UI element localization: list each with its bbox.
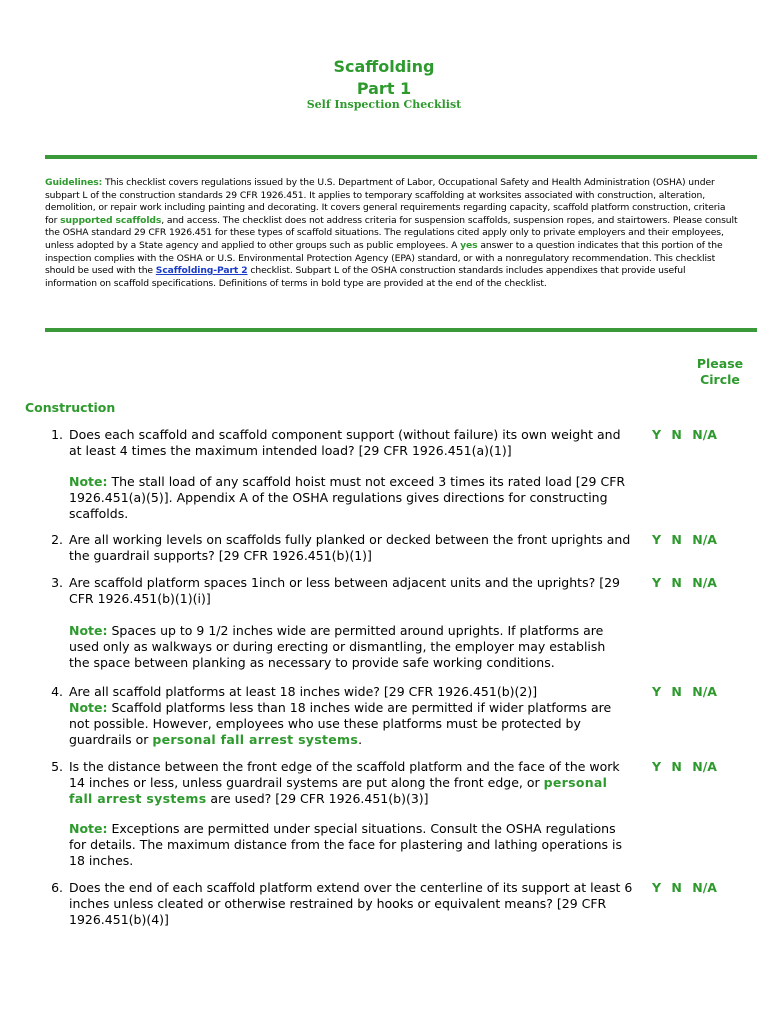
page-title: Scaffolding	[333, 57, 435, 76]
answer-yes[interactable]: Y	[652, 684, 662, 699]
answer-na[interactable]: N/A	[692, 532, 717, 547]
item-4-note	[69, 700, 629, 748]
note-label: Note:	[69, 821, 108, 836]
item-5-note	[69, 821, 629, 869]
answer-options-6	[652, 880, 717, 895]
section-heading: Construction	[25, 400, 116, 415]
answer-yes[interactable]: Y	[652, 427, 662, 442]
answer-yes[interactable]: Y	[652, 759, 662, 774]
answer-na[interactable]: N/A	[692, 759, 717, 774]
note-text-end: .	[358, 732, 363, 747]
answer-options-5	[652, 759, 717, 774]
answer-na[interactable]: N/A	[692, 880, 717, 895]
note-text: The stall load of any scaffold hoist must not exceed 3 times its rated load [29 CFR 1926.451(a)(5)]. Appendix A of the OSHA regulations gives directions for constructing scaffolds.	[69, 474, 626, 521]
answer-no[interactable]: N	[671, 880, 682, 895]
answer-yes[interactable]: Y	[652, 532, 662, 547]
guidelines-paragraph	[45, 177, 740, 290]
item-question	[69, 759, 635, 807]
term-personal-fall-arrest[interactable]: personal fall arrest systems	[152, 732, 359, 747]
item-question: Are all working levels on scaffolds fully planked or decked between the front uprights and the guardrail supports? [29 CFR 1926.451(b)(1)]	[69, 532, 631, 563]
guidelines-text-1: This checklist covers regulations issued by the U.S. Department of Labor, Occupational Safety and Health Administration (OSHA) under subpart L of the construction standards 29 CFR 1926.451. It applies to temporary scaffolding at worksites associated with construction, alteration, demolition, or repair work including painting and decorating. It covers general requirements regarding capacity, scaffold platform construction, criteria for	[45, 177, 726, 226]
item-number: 5.	[51, 759, 63, 774]
item-1-note	[69, 474, 629, 522]
page-tagline: Self Inspection Checklist	[306, 98, 462, 111]
item-3-note	[69, 623, 629, 671]
answer-yes[interactable]: Y	[652, 880, 662, 895]
item-number: 4.	[51, 684, 63, 699]
item-question-part-2: are used? [29 CFR 1926.451(b)(3)]	[206, 791, 429, 806]
answer-yes[interactable]: Y	[652, 575, 662, 590]
item-number: 1.	[51, 427, 63, 442]
item-question: Does the end of each scaffold platform extend over the centerline of its support at least 6 inches unless cleated or otherwise restrained by hooks or equivalent means? [29 CFR 1926.451(b)(4)]	[69, 880, 633, 927]
item-question-part-1: Is the distance between the front edge of the scaffold platform and the face of the work 14 inches or less, unless guardrail systems are put along the front edge, or	[69, 759, 620, 790]
note-text: Scaffold platforms less than 18 inches wide are permitted if wider platforms are not possible. However, employees who use these platforms must be protected by guardrails or	[69, 700, 612, 747]
note-text: Spaces up to 9 1/2 inches wide are permitted around uprights. If platforms are used only as walkways or during erecting or dismantling, the employer may establish the space between planking as necessary to provide safe working conditions.	[69, 623, 606, 670]
answer-no[interactable]: N	[671, 684, 682, 699]
answer-no[interactable]: N	[671, 759, 682, 774]
item-number: 6.	[51, 880, 63, 895]
guidelines-text-3: answer to a question indicates that this portion of the inspection complies with the OSHA or U.S. Environmental Protection Agency (EPA) standard, or with a nonregulatory recommendation. This checklist should be used with the	[45, 239, 723, 277]
divider-bottom	[45, 328, 757, 332]
answer-no[interactable]: N	[671, 575, 682, 590]
item-number: 2.	[51, 532, 63, 547]
answer-options-1	[652, 427, 717, 442]
answer-options-3	[652, 575, 717, 590]
note-label: Note:	[69, 623, 108, 638]
note-label: Note:	[69, 474, 108, 489]
divider-top	[45, 155, 757, 159]
answer-options-2	[652, 532, 717, 547]
please-circle-line-1: Please	[696, 356, 744, 371]
guidelines-label: Guidelines:	[45, 177, 103, 188]
item-question: Does each scaffold and scaffold component support (without failure) its own weight and at least 4 times the maximum intended load? [29 CFR 1926.451(a)(1)]	[69, 427, 621, 458]
answer-na[interactable]: N/A	[692, 684, 717, 699]
item-question: Are scaffold platform spaces 1inch or less between adjacent units and the uprights? [29 CFR 1926.451(b)(1)(i)]	[69, 575, 620, 606]
note-label: Note:	[69, 700, 108, 715]
term-personal-fall-arrest[interactable]: personal fall arrest systems	[69, 775, 608, 806]
term-supported-scaffolds[interactable]: supported scaffolds	[60, 214, 162, 226]
answer-na[interactable]: N/A	[692, 427, 717, 442]
item-question: Are all scaffold platforms at least 18 inches wide? [29 CFR 1926.451(b)(2)]	[69, 684, 538, 699]
note-text: Exceptions are permitted under special situations. Consult the OSHA regulations for details. The maximum distance from the face for plastering and lathing operations is 18 inches.	[69, 821, 623, 868]
scaffolding-part-2-link[interactable]: Scaffolding-Part 2	[155, 265, 248, 277]
please-circle-line-2: Circle	[700, 372, 740, 387]
guidelines-text-2: , and access. The checklist does not address criteria for suspension scaffolds, suspension ropes, and stairtowers. Please consult the OSHA standard 29 CFR 1926.451 for these types of scaffold situations. The regulations cited apply only to private employers and their employees, unless adopted by a State agency and applied to other groups such as public employees. A	[45, 214, 738, 251]
term-yes[interactable]: yes	[460, 239, 478, 251]
guidelines-text-4: checklist. Subpart L of the OSHA construction standards includes appendixes that provide useful information on scaffold specifications. Definitions of terms in bold type are provided at the end of the checklist.	[45, 265, 686, 289]
answer-no[interactable]: N	[671, 532, 682, 547]
item-number: 3.	[51, 575, 63, 590]
answer-options-4	[652, 684, 717, 699]
please-circle-heading	[690, 356, 750, 388]
answer-na[interactable]: N/A	[692, 575, 717, 590]
answer-no[interactable]: N	[671, 427, 682, 442]
page-subtitle: Part 1	[356, 79, 412, 98]
